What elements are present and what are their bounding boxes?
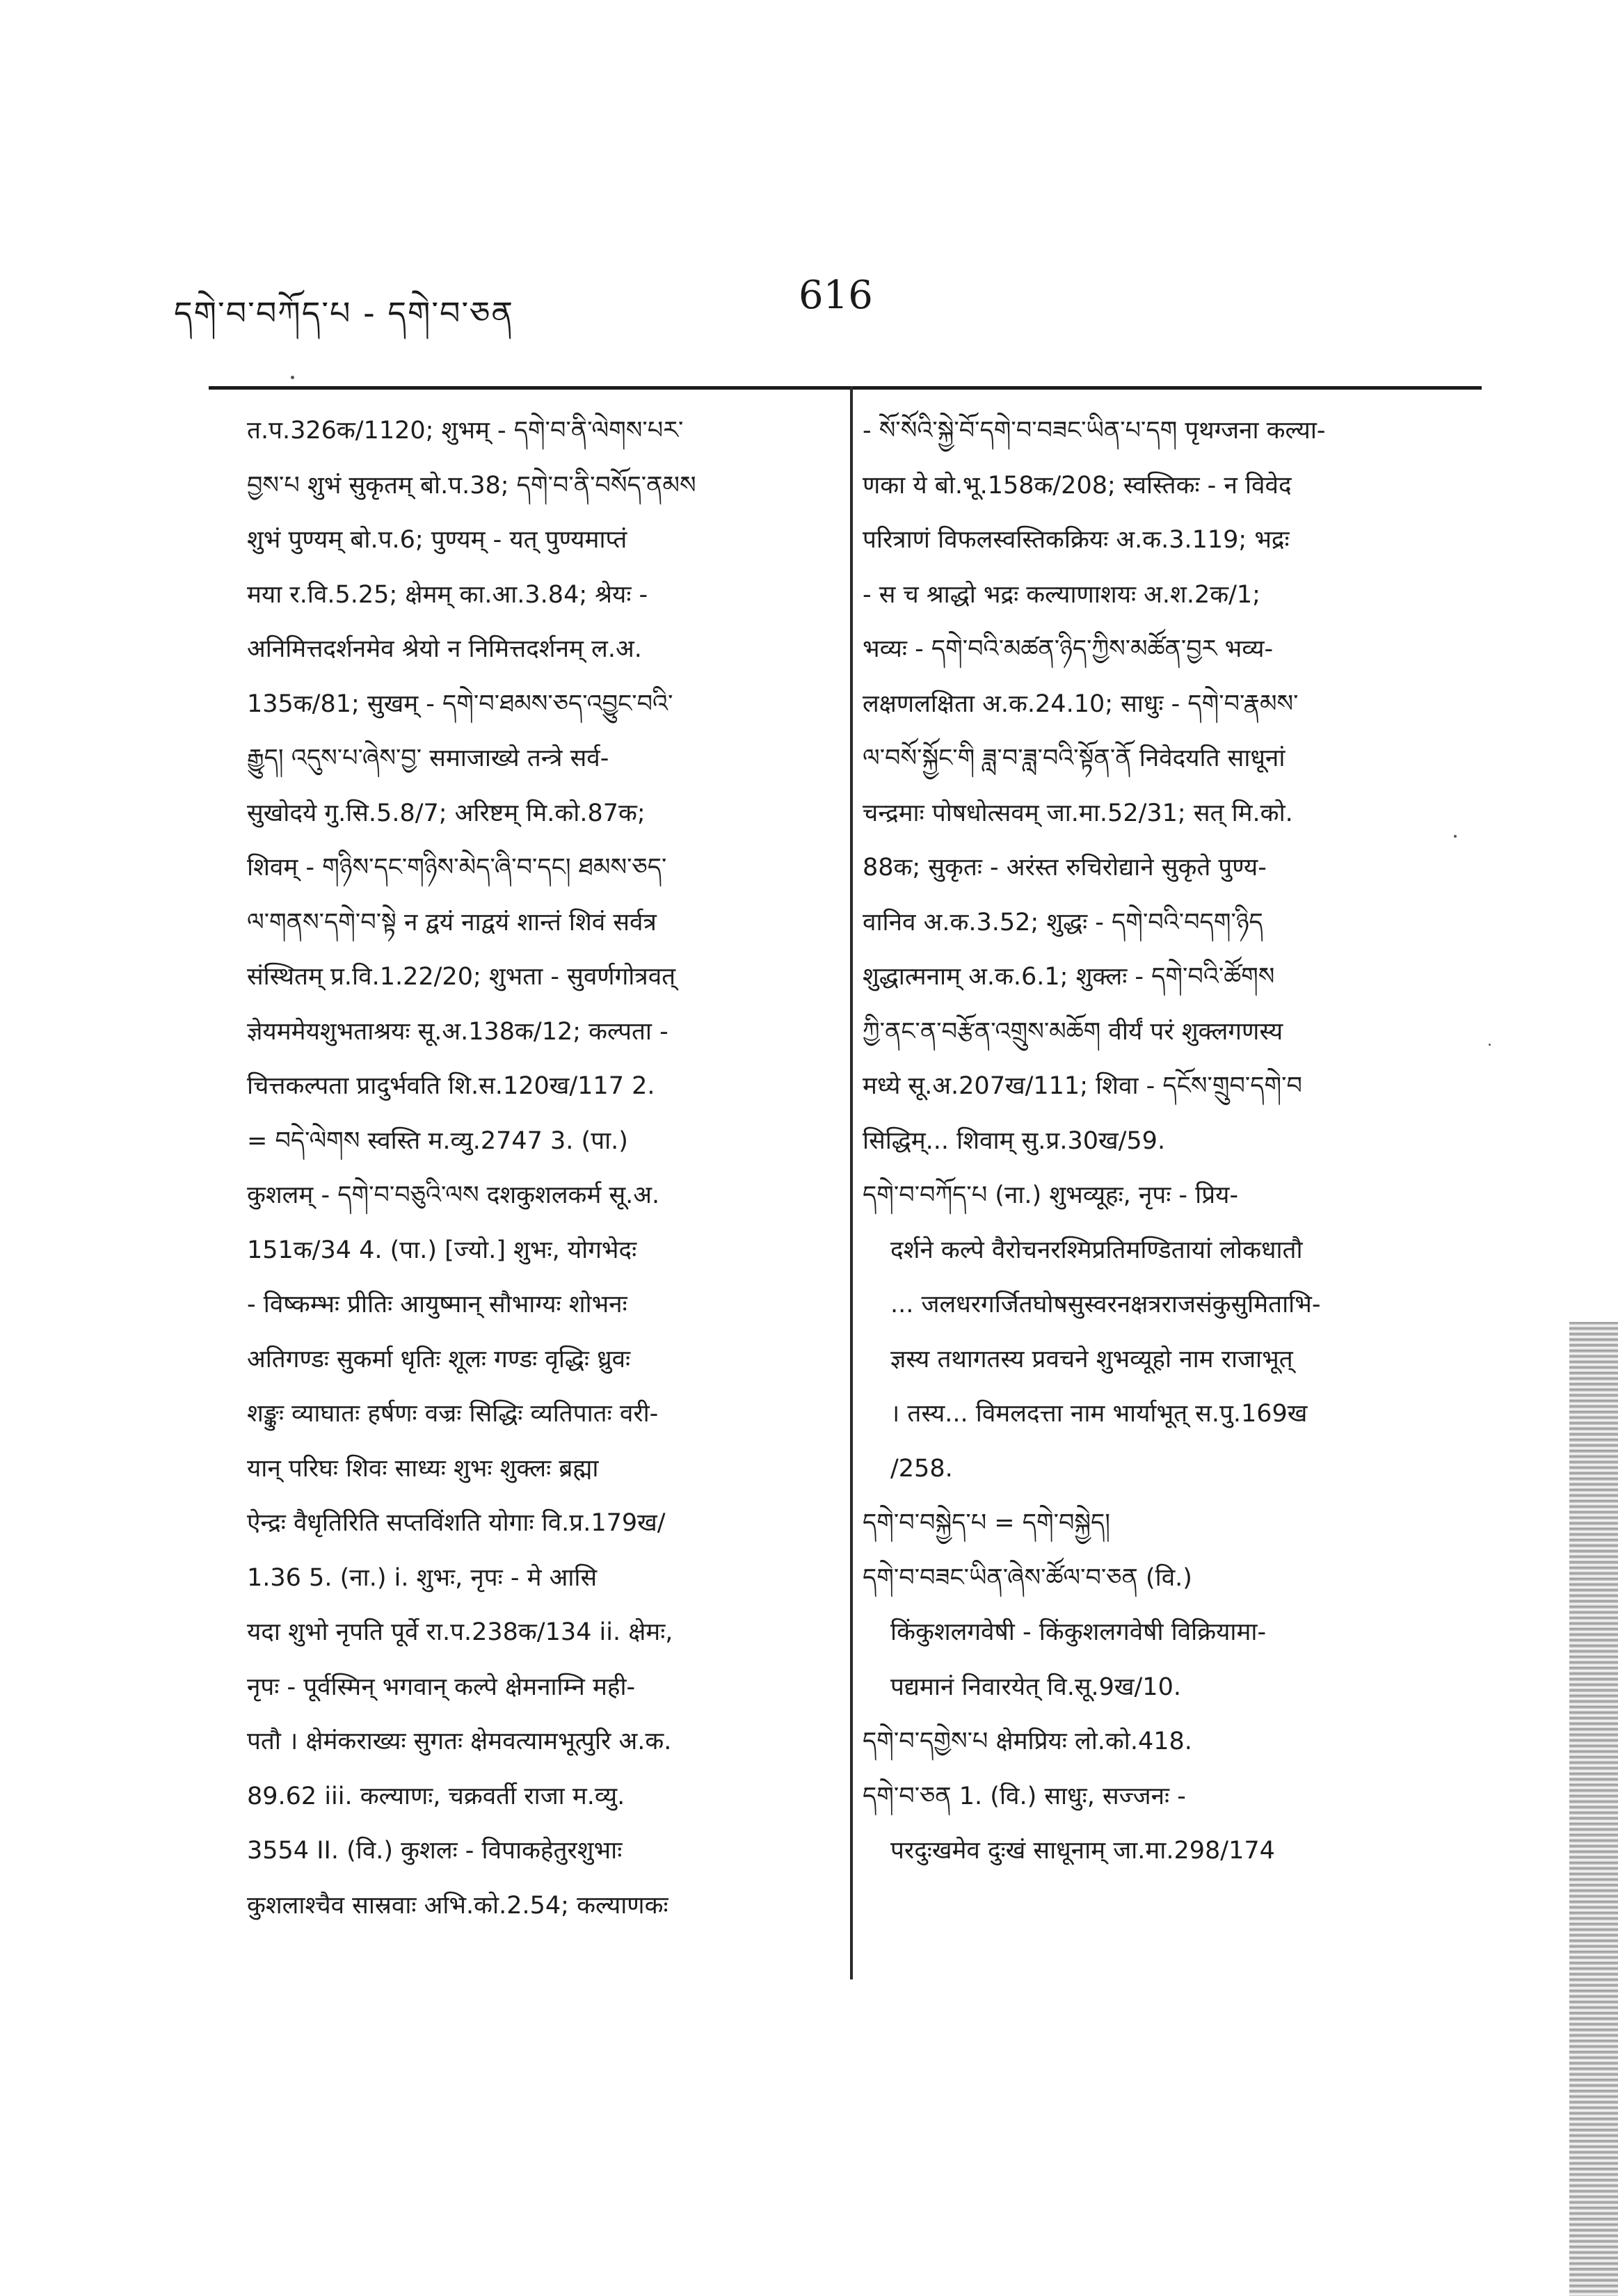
text-line: ऐन्द्रः वैधृतिरिति सप्तविंशति योगाः वि.प्र.179ख/ — [247, 1509, 666, 1537]
left-column — [247, 404, 817, 1933]
text-line: शुभं पुण्यम् बो.प.6; पुण्यम् - यत् पुण्यमाप्तं — [247, 526, 627, 554]
text-line: सिद्धिम्... शिवाम् सु.प्र.30ख/59. — [863, 1126, 1166, 1155]
text-line: 89.62 iii. कल्याणः, चक्रवर्ती राजा म.व्यु. — [247, 1782, 625, 1810]
text-line: यदा शुभो नृपति पूर्वे रा.प.238क/134 ii. क्षेमः, — [247, 1618, 673, 1646]
text-line: । तस्य... विमलदत्ता नाम भार्याभूत् स.पु.169ख — [890, 1400, 1308, 1428]
text-line: - स च श्राद्धो भद्रः कल्याणाशयः अ.श.2क/1; — [863, 580, 1260, 609]
text-line: कुशलाश्चैव सास्रवाः अभि.को.2.54; कल्याणकः — [247, 1891, 668, 1920]
text-line: चित्तकल्पता प्रादुर्भवति शि.स.120ख/117 2. — [247, 1072, 655, 1100]
text-line: किंकुशलगवेषी - किंकुशलगवेषी विक्रियामा- — [890, 1618, 1267, 1646]
text-line: दर्शने कल्पे वैरोचनरश्मिप्रतिमण्डितायां लोकधातौ — [890, 1236, 1303, 1264]
text-line: - विष्कम्भः प्रीतिः आयुष्मान् सौभाग्यः शोभनः — [247, 1291, 627, 1318]
text-line: ... जलधरगर्जितघोषसुस्वरनक्षत्रराजसंकुसुमिताभि- — [890, 1291, 1321, 1318]
text-line: 151क/34 4. (पा.) [ज्यो.] शुभः, योगभेदः — [247, 1236, 637, 1264]
text-line: संस्थितम् प्र.वि.1.22/20; शुभता - सुवर्णगोत्रवत् — [247, 963, 676, 991]
header-rule — [209, 386, 1482, 390]
text-line: कुशलम् - དགེ་བ་བཅུའི་ལས दशकुशलकर्म सू.अ. — [247, 1181, 660, 1209]
text-line: ज्ञेयममेयशुभताश्रयः सू.अ.138क/12; कल्पता - — [247, 1017, 668, 1046]
text-line: 1.36 5. (ना.) i. शुभः, नृपः - मे आसि — [247, 1563, 598, 1592]
text-line: རྒྱུད། འདུས་པ་ཞེས་བྱ་ समाजाख्ये तन्त्रे सर्व- — [247, 744, 609, 772]
text-line: पद्यमानं निवारयेत् वि.सू.9ख/10. — [890, 1673, 1181, 1701]
entry-headword: དགེ་བ་བསྐྱེད་པ = དགེ་བསྐྱེད། — [863, 1509, 1111, 1537]
text-line: सुखोदये गु.सि.5.8/7; अरिष्टम् मि.को.87क; — [247, 799, 646, 827]
text-line: 3554 II. (वि.) कुशलः - विपाकहेतुरशुभाः — [247, 1837, 623, 1865]
text-line: शङ्कुः व्याघातः हर्षणः वज्रः सिद्धिः व्यतिपातः वरी- — [247, 1400, 659, 1428]
text-line: वानिव अ.क.3.52; शुद्धः - དགེ་བའི་བདག་ཉིད — [863, 908, 1263, 936]
text-line: = བདེ་ལེགས स्वस्ति म.व्यु.2747 3. (पा.) — [247, 1126, 628, 1155]
text-line: अतिगण्डः सुकर्मा धृतिः शूलः गण्डः वृद्धिः ध्रुवः — [247, 1345, 631, 1373]
scan-speck — [1454, 835, 1457, 838]
text-line: परित्राणं विफलस्वस्तिकक्रियः अ.क.3.119; भद्रः — [863, 526, 1290, 554]
page-number: 616 — [799, 273, 873, 318]
text-line: नृपः - पूर्वस्मिन् भगवान् कल्पे क्षेमनाम्नि मही- — [247, 1673, 636, 1701]
text-line: त.प.326क/1120; शुभम् - དགེ་བ་ནི་ལེགས་པར་ — [247, 417, 684, 445]
running-header: དགེ་བ་བཀོད་པ - དགེ་བ་ཅན — [174, 294, 515, 332]
text-line: /258. — [890, 1454, 953, 1483]
text-line: शिवम् - གཉིས་དང་གཉིས་མེད་ཞི་བ་དང། ཐམས་ཅད་ — [247, 854, 667, 882]
text-line: लक्षणलक्षिता अ.क.24.10; साधुः - དགེ་བ་རྣམས་ — [863, 689, 1299, 718]
column-divider — [850, 386, 853, 1979]
text-line: - སོ་སོའི་སྐྱེ་བོ་དགེ་བ་བཟང་ཡིན་པ་དག पृथग्जना कल्या- — [863, 417, 1326, 445]
text-line: शुद्धात्मनाम् अ.क.6.1; शुक्लः - དགེ་བའི་ཚོགས — [863, 963, 1275, 991]
text-line: ज्ञस्य तथागतस्य प्रवचने शुभव्यूहो नाम राजाभूत् — [890, 1345, 1293, 1373]
entry-headword: དགེ་བ་ཅན 1. (वि.) साधुः, सज्जनः - — [863, 1782, 1186, 1810]
text-line: पतौ । क्षेमंकराख्यः सुगतः क्षेमवत्यामभूत्पुरि अ.क. — [247, 1728, 672, 1755]
text-line: परदुःखमेव दुःखं साधूनाम् जा.मा.298/174 — [890, 1837, 1275, 1865]
entry-headword: དགེ་བ་དགྱེས་པ क्षेमप्रियः लो.को.418. — [863, 1728, 1192, 1755]
text-line: 135क/81; सुखम् - དགེ་བ་ཐམས་ཅད་འབྱུང་བའི་ — [247, 689, 673, 718]
text-line: བྱས་པ शुभं सुकृतम् बो.प.38; དགེ་བ་ནི་བསོད་ནམས — [247, 471, 696, 500]
text-line: ཀྱི་ནང་ན་བརྩོན་འགྲུས་མཆོག वीर्यं परं शुक्लगणस्य — [863, 1017, 1283, 1046]
text-line: अनिमित्तदर्शनमेव श्रेयो न निमित्तदर्शनम् ल.अ. — [247, 635, 642, 663]
scan-speck — [291, 376, 294, 379]
text-line: ལ་གནས་དགེ་བ་སྟེ न द्वयं नाद्वयं शान्तं शिवं सर्वत्र — [247, 908, 657, 936]
text-line: भव्यः - དགེ་བའི་མཚན་ཉིད་ཀྱིས་མཚོན་བྱར भव्य- — [863, 635, 1274, 663]
text-line: मया र.वि.5.25; क्षेमम् का.आ.3.84; श्रेयः - — [247, 580, 648, 609]
text-line: यान् परिघः शिवः साध्यः शुभः शुक्लः ब्रह्मा — [247, 1454, 599, 1483]
text-line: चन्द्रमाः पोषधोत्सवम् जा.मा.52/31; सत् मि.को. — [863, 799, 1293, 827]
entry-headword: དགེ་བ་བཟང་ཡིན་ཞེས་ཚོལ་བ་ཅན (वि.) — [863, 1563, 1192, 1592]
scan-edge-artifact — [1569, 1322, 1618, 2296]
text-line: णका ये बो.भू.158क/208; स्वस्तिकः - न विवेद — [863, 471, 1292, 500]
scan-speck — [1489, 1044, 1491, 1046]
text-line: ལ་བསོ་སྐྱོང་གི ཟླ་བ་ཟླ་བའི་སྟོན་ནོ निवेदयति साधूनां — [863, 744, 1285, 772]
right-column — [863, 404, 1475, 1879]
text-line: मध्ये सू.अ.207ख/111; शिवा - དངོས་གྲུབ་དགེ་བ — [863, 1072, 1302, 1100]
text-line: 88क; सुकृतः - अरंस्त रुचिरोद्याने सुकृते पुण्य- — [863, 854, 1267, 882]
entry-headword: དགེ་བ་བཀོད་པ (ना.) शुभव्यूहः, नृपः - प्रिय- — [863, 1181, 1239, 1209]
